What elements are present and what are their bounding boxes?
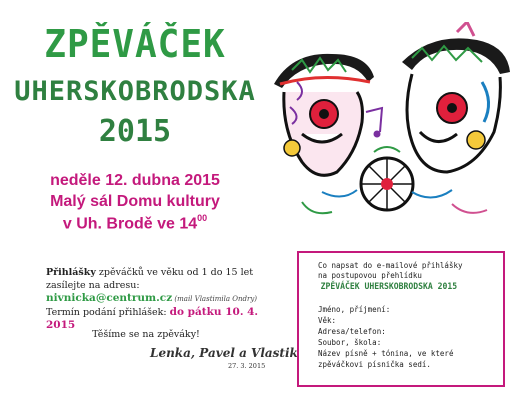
email-note: (mail Vlastimila Ondry) xyxy=(172,295,258,303)
event-place-time xyxy=(10,214,260,233)
singers-illustration xyxy=(262,22,512,222)
signature-date: 27. 3. 2015 xyxy=(228,362,266,370)
registration-text: zpěváčků ve věku od 1 do 15 let zasílejte na adresu: xyxy=(46,267,254,291)
poster-year: 2015 xyxy=(98,114,172,149)
poster-subtitle: UHERSKOBRODSKA xyxy=(14,76,256,107)
form-field-song-2: zpěváčkovi písnička sedí. xyxy=(318,360,431,369)
email-address[interactable]: nivnicka@centrum.cz xyxy=(46,292,173,304)
deadline-label: Termín podání přihlášek: xyxy=(46,306,170,318)
form-field-age: Věk: xyxy=(318,316,337,325)
thanks-text: Těšíme se na zpěváky! xyxy=(92,329,200,340)
event-time-minutes: 00 xyxy=(197,213,208,223)
form-intro: Co napsat do e-mailové přihlášky xyxy=(318,261,463,270)
form-field-address: Adresa/telefon: xyxy=(318,327,386,336)
form-intro-2: na postupovou přehlídku xyxy=(318,271,422,280)
registration-heading: Přihlášky xyxy=(46,267,96,278)
form-event-name: ZPĚVÁČEK UHERSKOBRODSKA 2015 xyxy=(320,282,458,292)
poster-title: ZPĚVÁČEK xyxy=(44,22,226,66)
form-field-song: Název písně + tónina, ve které xyxy=(318,349,454,358)
form-field-school: Soubor, škola: xyxy=(318,338,382,347)
event-venue: Malý sál Domu kultury xyxy=(50,193,220,210)
registration-info xyxy=(46,267,276,333)
event-date: neděle 12. dubna 2015 xyxy=(50,172,220,189)
signature: Lenka, Pavel a Vlastik xyxy=(150,346,298,360)
application-form-box xyxy=(297,251,505,387)
event-place-time-text: v Uh. Brodě ve 14 xyxy=(62,215,198,233)
deadline-date: do pátku 10. 4. 2015 xyxy=(46,305,259,331)
form-field-name: Jméno, příjmení: xyxy=(318,305,391,314)
